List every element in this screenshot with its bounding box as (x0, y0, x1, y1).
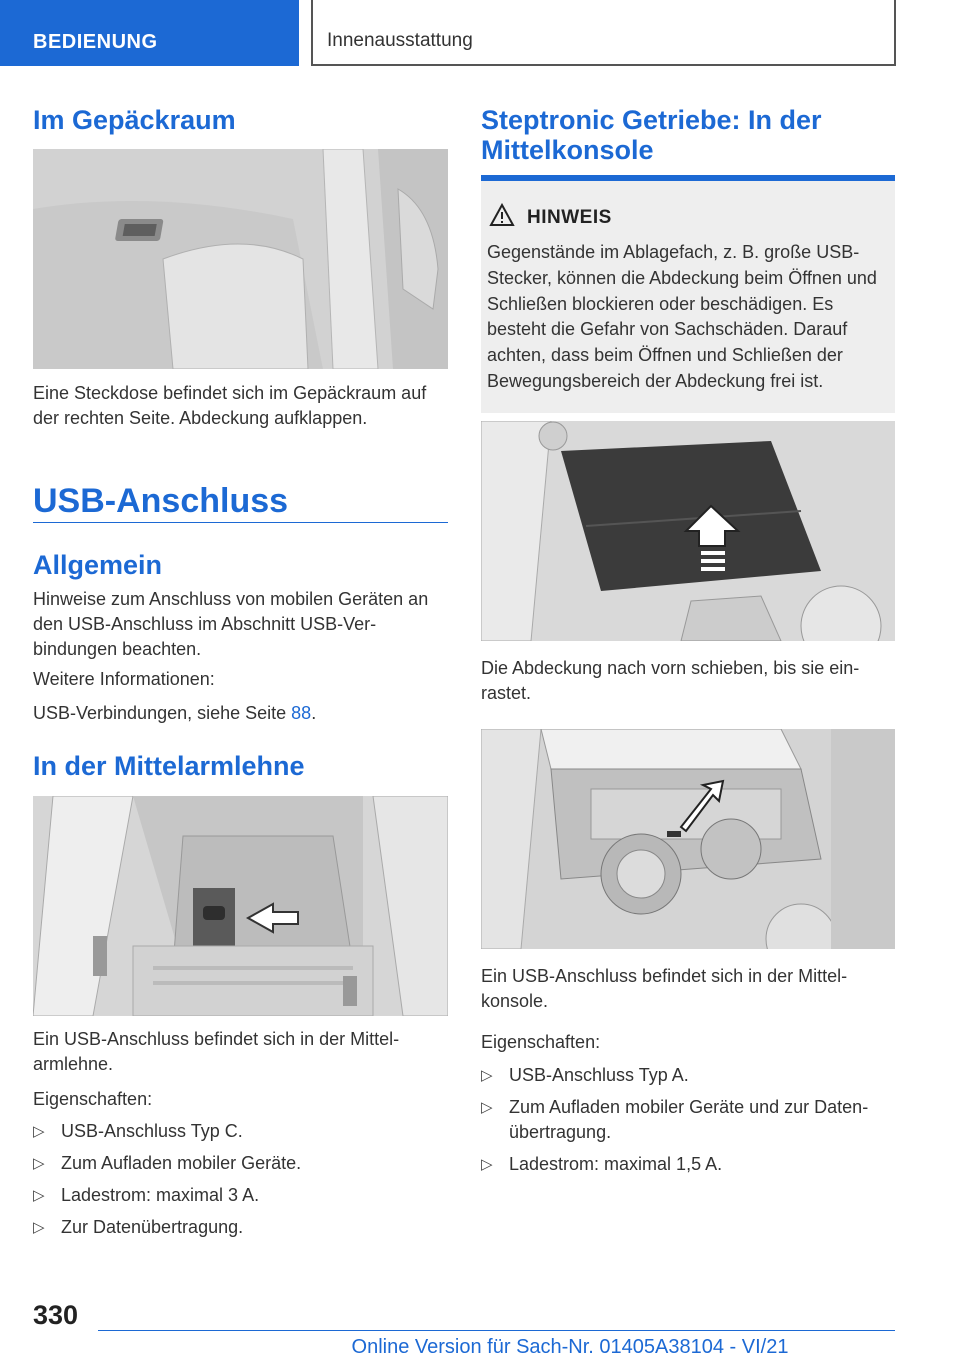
triangle-right-icon: ▷ (481, 1067, 493, 1084)
footer-rule (98, 1330, 895, 1331)
online-version-text: Online Version für Sach-Nr. 01405A38104 - VI/21 (351, 1336, 789, 1358)
notice-title: HINWEIS (527, 206, 612, 228)
triangle-right-icon: ▷ (33, 1123, 45, 1140)
section-tab: BEDIENUNG (0, 0, 299, 66)
list-item: ▷ Zum Aufladen mobiler Geräte. (33, 1151, 448, 1176)
notice-text: Gegenstände im Ablagefach, z. B. große USB-Stecker, können die Abdeckung beim Öffnen und Schließen blockieren oder beschädigen. Es besteht die Gefahr von Sachschäden. Darauf achten, dass beim Öffnen und Schließen der Bewegungsbereich der Abdeckung frei ist. (487, 242, 877, 391)
notice-header (481, 181, 895, 232)
see-page-suffix: . (311, 703, 317, 723)
see-page-text (33, 701, 448, 726)
more-info-text: Weitere Informationen: (33, 669, 215, 689)
page-88-link[interactable]: 88 (291, 703, 312, 723)
usb-heading: USB-Anschluss (33, 482, 289, 520)
luggage-socket-image (33, 149, 448, 369)
armrest-usb-image (33, 796, 448, 1016)
console-text: Ein USB-Anschluss befindet sich in der Mittelkonsole. (481, 966, 848, 1011)
console-properties-list (481, 1063, 895, 1177)
notice-box (481, 175, 895, 413)
triangle-right-icon: ▷ (33, 1187, 45, 1204)
triangle-right-icon: ▷ (33, 1219, 45, 1236)
page-header (0, 0, 960, 66)
armrest-text: Ein USB-Anschluss befindet sich in der Mittelarmlehne. (33, 1029, 400, 1074)
triangle-right-icon: ▷ (33, 1155, 45, 1172)
console-properties-label: Eigenschaften: (481, 1032, 601, 1052)
warning-triangle-icon (489, 203, 515, 232)
list-item: ▷ USB-Anschluss Typ C. (33, 1119, 448, 1144)
general-heading: Allgemein (33, 550, 163, 580)
armrest-properties-list (33, 1119, 448, 1240)
armrest-heading: In der Mittelarmlehne (33, 751, 305, 781)
list-item: ▷ Ladestrom: maximal 1,5 A. (481, 1152, 895, 1177)
list-item: ▷ Zur Datenübertragung. (33, 1215, 448, 1240)
slide-text: Die Abdeckung nach vorn schieben, bis sie einrastet. (481, 658, 860, 703)
page-number: 330 (33, 1300, 79, 1330)
luggage-heading: Im Gepäckraum (33, 105, 236, 135)
see-page-prefix: USB-Verbindungen, siehe Seite (33, 703, 292, 723)
list-item: ▷ Ladestrom: maximal 3 A. (33, 1183, 448, 1208)
triangle-right-icon: ▷ (481, 1156, 493, 1173)
list-item: ▷ Zum Aufladen mobiler Geräte und zur Datenübertragung. (481, 1097, 869, 1142)
steptronic-heading: Steptronic Getriebe: In der Mittelkonsole (481, 105, 822, 165)
console-slide-image (481, 421, 895, 641)
luggage-text: Eine Steckdose befindet sich im Gepäckraum auf der rechten Seite. Abdeckung aufklappen. (33, 383, 427, 428)
console-usb-image (481, 729, 895, 949)
triangle-right-icon: ▷ (481, 1099, 493, 1116)
general-text: Hinweise zum Anschluss von mobilen Geräten an den USB-Anschluss im Abschnitt USB-Verbindungen beachten. (33, 589, 429, 659)
armrest-properties-label: Eigenschaften: (33, 1089, 153, 1109)
usb-heading-rule (33, 522, 448, 523)
list-item: ▷ USB-Anschluss Typ A. (481, 1063, 895, 1088)
chapter-title: Innenausstattung (311, 0, 896, 66)
